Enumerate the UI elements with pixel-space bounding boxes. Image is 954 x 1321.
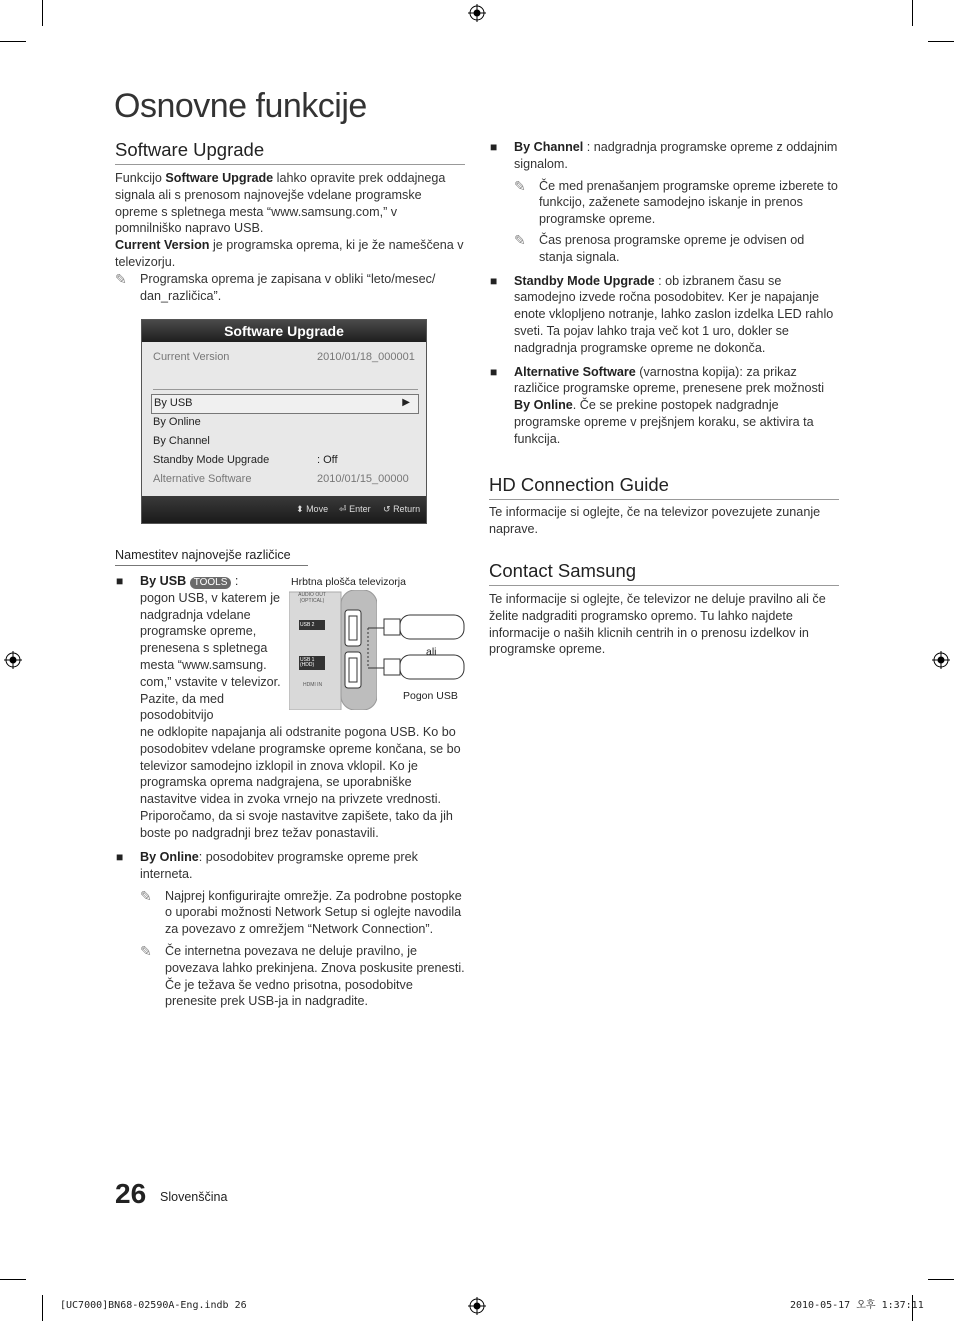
software-upgrade-menu — [141, 319, 427, 524]
square-bullet-icon: ■ — [116, 850, 124, 864]
standby-item: ■ Standby Mode Upgrade : ob izbranem času se samodejno izvede ročna posodobitev. Ker je napajanje enote vklopljeno notranje, lahko zaslon izdelka LED rahlo sveti. Ta pojav lahko traja več kot 1 uro, dokler se nadgradnja programske opreme ne dokonča. — [490, 273, 834, 355]
software-upgrade-intro: Funkcijo Software Upgrade lahko opravite prek oddajnega signala ali s prenosom najnovejše vdelane programske opreme s spletnega mesta “www.samsung.com,” v pomnilniško napravo USB. Current Version je programska oprema, ki je že nameščena v televizorju. ✎ Programska oprema je zapisana v obliki “leto/mesec/ dan_različica”. — [115, 171, 464, 303]
by-usb-text-wide: ne odklopite napajanja ali odstranite pogona USB. Ko bo posodobitev vdelane programske opreme končana, se bo televizor samodejno izklopil in znova vklopil. Ko je programska oprema nadgrajena, se uporabniške nastavitve videa in zvoka vrnejo na privzete vrednosti. Priporočamo, da si svoje nastavitve zapišete, tako da jih boste po nadgradnji brez težav ponastavili. — [140, 725, 461, 840]
return-hint: ↺ Return — [383, 504, 421, 514]
updown-icon: ⬍ — [296, 504, 304, 514]
pencil-icon: ✎ — [115, 270, 127, 287]
tv-rear-panel: AUDIO OUT (OPTICAL) USB 2 USB 1 (HDD) HDMI IN — [289, 590, 377, 710]
menu-footer — [142, 496, 426, 523]
by-channel-item: ■ By Channel : nadgradnja programske opreme z oddajnim signalom. — [490, 140, 838, 171]
usb-drive-label: Pogon USB — [403, 690, 458, 702]
arrow-right-icon: ▶ — [402, 397, 410, 408]
menu-title: Software Upgrade — [142, 320, 426, 342]
registration-mark-icon — [468, 1297, 486, 1315]
page-title: Osnovne funkcije — [114, 87, 367, 125]
timestamp: 2010-05-17 오후 1:37:11 — [790, 1300, 924, 1311]
square-bullet-icon: ■ — [490, 140, 498, 154]
menu-item-by-usb[interactable]: By USB ▶ — [151, 394, 419, 414]
note: ✎ Najprej konfigurirajte omrežje. Za podrobne postopke o uporabi možnosti Network Setup si oglejte navodila za povezavo z omrežjem “Network Connection”. — [140, 887, 462, 937]
usb-drive-icon — [360, 612, 468, 680]
square-bullet-icon: ■ — [116, 574, 124, 588]
contact-heading: Contact Samsung — [489, 560, 839, 586]
menu-item-standby[interactable]: Standby Mode Upgrade : Off — [153, 454, 338, 466]
tools-icon: TOOLS — [190, 577, 232, 589]
page-number: 26 — [115, 1178, 147, 1209]
registration-mark-icon — [468, 4, 486, 22]
install-subheading: Namestitev najnovejše različice — [115, 547, 308, 566]
hd-guide-text: Te informacije si oglejte, če na televizor povezujete zunanje naprave. — [489, 505, 821, 536]
pencil-icon: ✎ — [514, 177, 526, 194]
hd-guide-heading: HD Connection Guide — [489, 474, 839, 500]
by-online-item: ■ By Online: posodobitev programske opreme prek interneta. ✎ Najprej konfigurirajte omrežje. Za podrobne postopke o uporabi možnosti Network Setup si oglejte navodila za povezavo z omrežjem “Network Connection”. ✎ Če internetna povezava ne deluje pravilno, je povezava lahko prekinjena. Znova poskusite prenesti. Če je težava še vedno prisotna, posodobitve prenesite prek USB-ja in nadgradite. — [116, 850, 465, 1009]
enter-icon: ⏎ — [339, 504, 347, 514]
current-version-row: Current Version 2010/01/18_000001 — [153, 351, 415, 363]
pencil-icon: ✎ — [514, 231, 526, 248]
pencil-icon: ✎ — [140, 942, 152, 959]
by-usb-item: ■ By USB TOOLS : pogon USB, v katerem je nadgradnja vdelane programske opreme, prenesena s spletnega mesta “www.samsung. com,” vstavite v televizor. Pazite, da med posodobitvijo — [116, 574, 281, 723]
or-label: ali — [426, 646, 437, 658]
alternative-item: ■ Alternative Software (varnostna kopija): za prikaz različice programske opreme, prenesene prek možnosti By Online. Če se prekine postopek nadgradnje programske opreme v prejšnjem koraku, se aktivira ta funkcija. — [490, 364, 825, 446]
menu-item-alternative[interactable]: Alternative Software 2010/01/15_00000 — [153, 473, 409, 485]
software-upgrade-heading: Software Upgrade — [115, 139, 465, 165]
note: ✎ Če med prenašanjem programske opreme izberete to funkcijo, zaženete samodejno iskanje in prenos programske opreme. — [514, 177, 838, 227]
rear-panel-label: Hrbtna plošča televizorja — [291, 576, 406, 588]
square-bullet-icon: ■ — [490, 273, 498, 288]
registration-mark-icon — [4, 651, 22, 669]
right-column-list — [489, 139, 839, 448]
note: ✎ Čas prenosa programske opreme je odvisen od stanja signala. — [514, 231, 805, 264]
square-bullet-icon: ■ — [490, 364, 498, 379]
enter-hint: ⏎ Enter — [339, 504, 371, 514]
pencil-icon: ✎ — [140, 887, 152, 904]
note: ✎ Če internetna povezava ne deluje pravilno, je povezava lahko prekinjena. Znova poskusite prenesti. Če je težava še vedno prisotna, posodobitve prenesite prek USB-ja in nadgradite. — [140, 942, 465, 1009]
return-icon: ↺ — [383, 504, 391, 514]
menu-item-by-online[interactable]: By Online — [153, 416, 201, 428]
file-info: [UC7000]BN68-02590A-Eng.indb 26 — [60, 1300, 247, 1311]
language-label: Slovenščina — [160, 1190, 228, 1204]
move-hint: ⬍ Move — [296, 504, 329, 514]
registration-mark-icon — [932, 651, 950, 669]
menu-item-by-channel[interactable]: By Channel — [153, 435, 210, 447]
contact-text: Te informacije si oglejte, če televizor ne deluje pravilno ali če želite nadgraditi programsko opremo. Tu lahko najdete informacije o naših klicnih centrih in o prenosu izdelkov in programske opreme. — [489, 592, 826, 657]
note: ✎ Programska oprema je zapisana v obliki “leto/mesec/ dan_različica”. — [115, 270, 436, 303]
